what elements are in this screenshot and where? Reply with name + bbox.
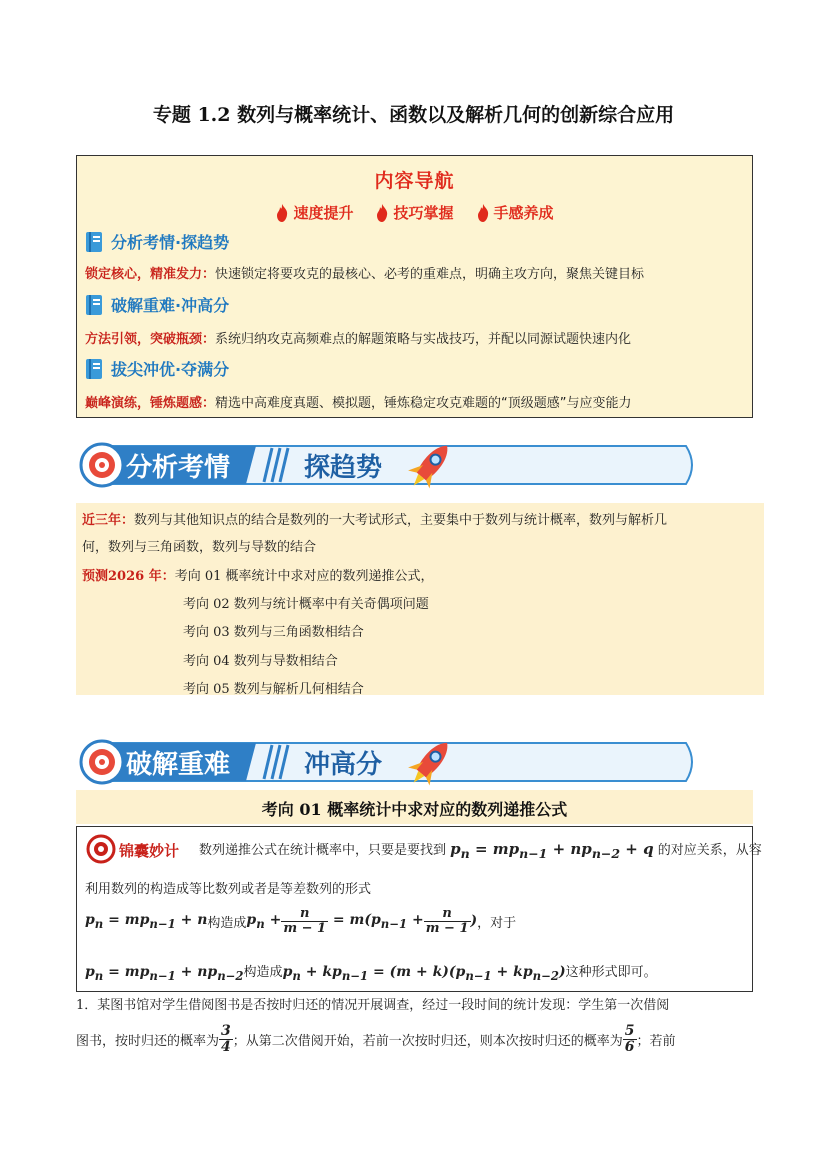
tip-box — [76, 826, 762, 992]
book-icon — [85, 231, 105, 253]
nav-tag-speed — [275, 202, 353, 223]
trend-box — [76, 503, 764, 695]
trend-text: 数列与其他知识点的结合是数列的一大考试形式，主要集中于数列与统计概率，数列与解析几 — [134, 513, 668, 528]
desc-text: 系统归纳攻克高频难点的解题策略与实战技巧，并配以同源试题快速内化 — [215, 332, 632, 347]
tip-line-4 — [85, 961, 657, 983]
frac-den: 6 — [624, 1038, 635, 1055]
book-icon — [85, 294, 105, 316]
trend-line — [82, 565, 434, 584]
formula-5: $p_n = mp_{n-1} + np_{n-2}$ — [85, 964, 244, 983]
trend-item: 考向 05 数列与解析几何相结合 — [183, 682, 364, 697]
fraction: $\frac{n}{m - 1}$ — [425, 906, 469, 936]
formula-6: $p_n + kp_{n-1} = (m + k)(p_{n-1} + kp_{n-2})$ — [282, 964, 566, 983]
nav-section-desc — [85, 263, 644, 282]
banner-right-text: 冲高分 — [304, 750, 383, 780]
problem-1-line-1: 1．某图书馆对学生借阅图书是否按时归还的情况开展调查，经过一段时间的统计发现：学生第一次借阅 — [76, 998, 670, 1013]
tip-text: ，对于 — [477, 915, 517, 931]
formula-4: ) — [470, 913, 478, 930]
nav-tag-skill — [375, 202, 453, 223]
badge-label: 锦囊妙计 — [119, 842, 180, 860]
desc-lead: 锁定核心，精准发力： — [85, 267, 216, 282]
nav-section-head: 破解重难·冲高分 — [111, 296, 230, 315]
nav-tag-label: 技巧掌握 — [393, 204, 454, 222]
nav-heading: 内容导航 — [374, 170, 455, 192]
tip-text: 构造成 — [243, 965, 283, 980]
tip-text: 这种形式即可。 — [565, 965, 657, 980]
fraction-3-4 — [219, 1024, 233, 1054]
flame-icon — [476, 204, 490, 222]
nav-section-desc — [85, 328, 631, 347]
banner-right-text: 探趋势 — [304, 453, 383, 483]
book-icon — [85, 358, 105, 380]
banner-left-text: 分析考情 — [126, 453, 231, 483]
trend-lead: 近三年： — [82, 513, 135, 528]
tip-text: 数列递推公式在统计概率中，只要是要找到 — [199, 843, 447, 858]
trend-line — [82, 509, 667, 528]
page-title: 专题 1.2 数列与概率统计、函数以及解析几何的创新综合应用 — [152, 104, 675, 126]
nav-section-head: 分析考情·探趋势 — [111, 233, 230, 252]
banner-left-text: 破解重难 — [126, 750, 231, 780]
desc-text: 快速锁定将要攻克的最核心、必考的重难点，明确主攻方向，聚焦关键目标 — [215, 267, 645, 282]
trend-lead: 预测2026 年： — [82, 569, 175, 584]
formula-2: $p_n$ + — [246, 911, 282, 931]
formula-1: $p_n = mp_{n-1} + n$ — [85, 911, 208, 931]
fraction-5-6 — [623, 1024, 637, 1054]
tips-badge — [85, 833, 187, 865]
trend-line: 何，数列与三角函数，数列与导数的结合 — [82, 540, 317, 555]
tip-text: 的对应关系，从容 — [657, 843, 762, 858]
trend-item: 考向 04 数列与导数相结合 — [183, 654, 338, 669]
nav-section-analysis — [85, 230, 229, 253]
problem-text: 图书，按时归还的概率为 — [76, 1033, 220, 1049]
kx01-title: 考向 01 概率统计中求对应的数列递推公式 — [261, 800, 568, 819]
formula-3: = $m(p_{n-1}$ + — [328, 911, 424, 931]
flame-icon — [275, 204, 289, 222]
nav-tag-label: 手感养成 — [493, 204, 554, 222]
nav-section-head: 拔尖冲优·夺满分 — [111, 360, 230, 379]
section-banner-breakthrough — [76, 733, 706, 791]
trend-item: 考向 02 数列与统计概率中有关奇偶项问题 — [183, 597, 429, 612]
nav-tag-feel — [476, 202, 554, 223]
nav-tags — [77, 202, 752, 223]
trend-item: 考向 03 数列与三角函数相结合 — [183, 625, 364, 640]
tip-line-2: 利用数列的构造成等比数列或者是等差数列的形式 — [85, 882, 372, 897]
problem-1-line-2 — [76, 1024, 676, 1054]
tip-line-1 — [199, 839, 762, 861]
nav-tag-label: 速度提升 — [293, 204, 354, 222]
frac-den: 4 — [221, 1038, 231, 1055]
trend-item: 考向 01 概率统计中求对应的数列递推公式， — [174, 569, 434, 584]
formula-pn: $p_n = mp_{n-1} + np_{n-2} + q$ — [450, 840, 654, 861]
tip-text: 构造成 — [207, 915, 247, 931]
desc-lead: 方法引领，突破瓶颈： — [85, 332, 216, 347]
frac-num: 3 — [221, 1023, 231, 1039]
flame-icon — [375, 204, 389, 222]
nav-section-desc — [85, 392, 632, 411]
nav-section-breakthrough — [85, 293, 229, 316]
nav-section-excel — [85, 357, 229, 380]
section-banner-analysis — [76, 436, 706, 494]
frac-num: 5 — [624, 1023, 635, 1039]
problem-text: ；从第二次借阅开始，若前一次按时归还，则本次按时归还的概率为 — [232, 1033, 623, 1049]
fraction: $\frac{n}{m - 1}$ — [283, 906, 327, 936]
tip-line-3 — [85, 907, 516, 935]
desc-text: 精选中高难度真题、模拟题，锤炼稳定攻克难题的“顶级题感”与应变能力 — [215, 396, 632, 411]
desc-lead: 巅峰演练，锤炼题感： — [85, 396, 216, 411]
problem-text: ；若前 — [636, 1033, 676, 1049]
content-nav-box — [76, 155, 753, 418]
kx01-title-bar — [76, 790, 753, 824]
